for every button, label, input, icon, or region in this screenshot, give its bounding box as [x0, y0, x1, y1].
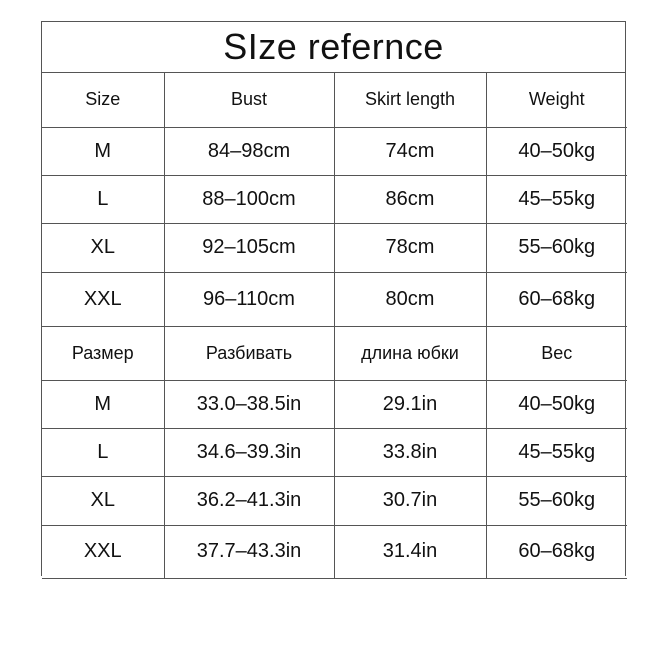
table-row — [42, 476, 627, 525]
header-cell: Размер — [42, 326, 164, 380]
weight-cell: 55–60kg — [486, 223, 627, 272]
table-row — [42, 223, 627, 272]
skirt-length-cell: 78cm — [334, 223, 486, 272]
header-row-russian — [42, 326, 627, 380]
size-cell: L — [42, 175, 164, 223]
bust-cell: 33.0–38.5in — [164, 380, 334, 428]
size-cell: XXL — [42, 525, 164, 578]
weight-cell: 60–68kg — [486, 272, 627, 326]
bust-cell: 37.7–43.3in — [164, 525, 334, 578]
weight-cell: 60–68kg — [486, 525, 627, 578]
header-cell: Bust — [164, 73, 334, 127]
table-row — [42, 525, 627, 578]
skirt-length-cell: 30.7in — [334, 476, 486, 525]
header-cell: Size — [42, 73, 164, 127]
bust-cell: 96–110cm — [164, 272, 334, 326]
header-cell: Skirt length — [334, 73, 486, 127]
bust-cell: 88–100cm — [164, 175, 334, 223]
skirt-length-cell: 33.8in — [334, 428, 486, 476]
size-chart — [41, 21, 626, 576]
table-row — [42, 272, 627, 326]
weight-cell: 45–55kg — [486, 175, 627, 223]
skirt-length-cell: 86cm — [334, 175, 486, 223]
size-cell: M — [42, 380, 164, 428]
bust-cell: 92–105cm — [164, 223, 334, 272]
skirt-length-cell: 80cm — [334, 272, 486, 326]
bust-cell: 84–98cm — [164, 127, 334, 175]
chart-title: SIze refernce — [42, 22, 625, 73]
table-row — [42, 380, 627, 428]
size-cell: XL — [42, 223, 164, 272]
table-row — [42, 175, 627, 223]
header-row-english — [42, 73, 627, 127]
header-cell: Вес — [486, 326, 627, 380]
size-cell: M — [42, 127, 164, 175]
weight-cell: 55–60kg — [486, 476, 627, 525]
skirt-length-cell: 74cm — [334, 127, 486, 175]
weight-cell: 40–50kg — [486, 380, 627, 428]
bust-cell: 36.2–41.3in — [164, 476, 334, 525]
bust-cell: 34.6–39.3in — [164, 428, 334, 476]
skirt-length-cell: 29.1in — [334, 380, 486, 428]
table-row — [42, 428, 627, 476]
header-cell: Разбивать — [164, 326, 334, 380]
size-table — [42, 73, 627, 579]
size-cell: L — [42, 428, 164, 476]
size-cell: XL — [42, 476, 164, 525]
header-cell: Weight — [486, 73, 627, 127]
skirt-length-cell: 31.4in — [334, 525, 486, 578]
weight-cell: 45–55kg — [486, 428, 627, 476]
weight-cell: 40–50kg — [486, 127, 627, 175]
size-cell: XXL — [42, 272, 164, 326]
header-cell: длина юбки — [334, 326, 486, 380]
table-row — [42, 127, 627, 175]
